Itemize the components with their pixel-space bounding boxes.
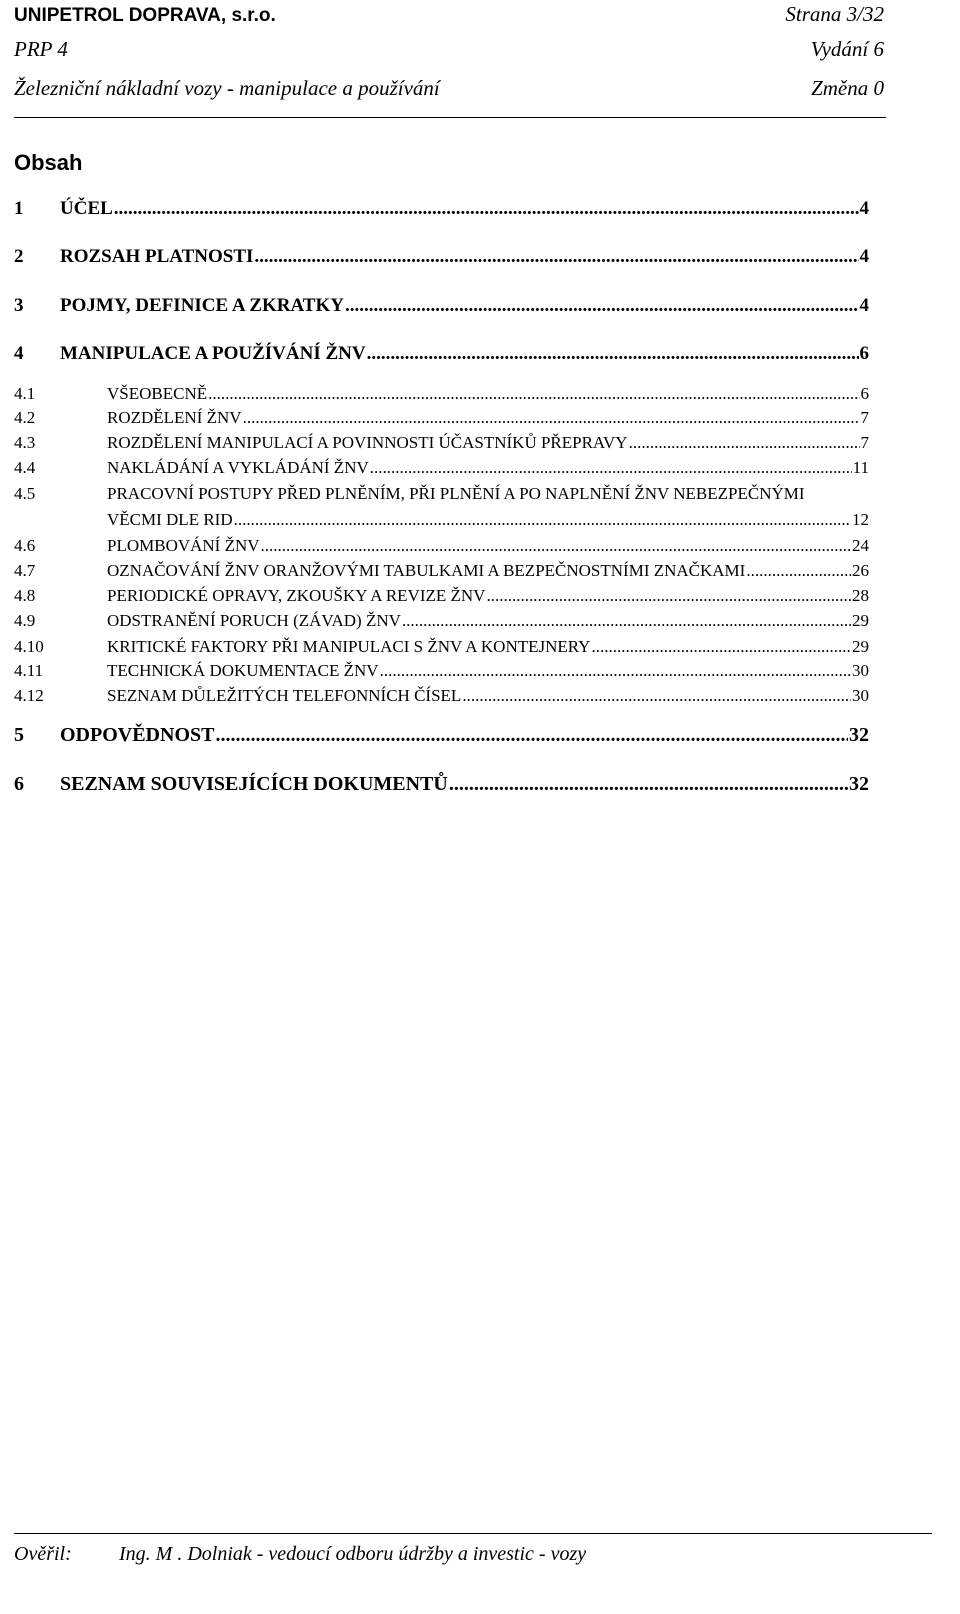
- toc-entry-page: 6: [859, 343, 869, 364]
- toc-dot-leader: [254, 246, 858, 268]
- document-code: PRP 4: [14, 37, 68, 61]
- toc-entry-title: SEZNAM DŮLEŽITÝCH TELEFONNÍCH ČÍSEL: [107, 686, 462, 705]
- toc-entry-title: ODPOVĚDNOST: [60, 724, 215, 746]
- toc-entry-title: PERIODICKÉ OPRAVY, ZKOUŠKY A REVIZE ŽNV: [107, 586, 486, 605]
- toc-entry-title: ROZDĚLENÍ ŽNV: [107, 408, 242, 427]
- toc-dot-leader: [591, 637, 851, 657]
- toc-entry-page: 4: [859, 198, 869, 219]
- toc-entry-number: 5: [14, 724, 24, 746]
- toc-entry-title: KRITICKÉ FAKTORY PŘI MANIPULACI S ŽNV A KONTEJNERY: [107, 637, 591, 656]
- toc-entry-title: ROZSAH PLATNOSTI: [60, 246, 254, 267]
- toc-entry-2[interactable]: [14, 246, 869, 268]
- toc-entry-number: 4.9: [14, 611, 36, 630]
- header-row-2: [14, 37, 884, 62]
- toc-dot-leader: [243, 408, 860, 428]
- toc-dot-leader: [215, 724, 848, 747]
- toc-dot-leader: [370, 458, 852, 478]
- toc-entry-page: 12: [852, 510, 869, 529]
- toc-entry-title: MANIPULACE A POUŽÍVÁNÍ ŽNV: [60, 343, 366, 364]
- footer: [14, 1543, 586, 1566]
- toc-dot-leader: [380, 661, 851, 681]
- toc-dot-leader: [261, 536, 851, 556]
- toc-entry-4-2[interactable]: [14, 408, 869, 428]
- toc-entry-number: 4.5: [14, 484, 36, 503]
- toc-entry-page: 26: [852, 561, 869, 580]
- toc-entry-number: 4.1: [14, 384, 36, 403]
- toc-entry-page: 32: [849, 724, 869, 746]
- toc-entry-number: 4.8: [14, 586, 36, 605]
- footer-label: Ověřil:: [14, 1543, 72, 1565]
- toc-dot-leader: [402, 611, 851, 631]
- toc-entry-page: 30: [852, 686, 869, 705]
- header-row-1: [14, 2, 884, 27]
- toc-dot-leader: [486, 586, 851, 606]
- toc-entry-page: 4: [859, 246, 869, 267]
- toc-entry-4-5-line-2[interactable]: [14, 510, 869, 530]
- toc-entry-6[interactable]: [14, 773, 869, 796]
- toc-dot-leader: [629, 433, 860, 453]
- toc-entry-title: VŠEOBECNĚ: [107, 384, 208, 403]
- toc-entry-page: 7: [860, 408, 869, 427]
- toc-dot-leader: [114, 198, 859, 220]
- toc-entry-number: 1: [14, 198, 24, 219]
- toc-dot-leader: [449, 773, 848, 796]
- toc-entry-4[interactable]: [14, 343, 869, 365]
- toc-entry-number: 4.11: [14, 661, 44, 680]
- toc-entry-title: NAKLÁDÁNÍ A VYKLÁDÁNÍ ŽNV: [107, 458, 369, 477]
- toc-entry-title: ODSTRANĚNÍ PORUCH (ZÁVAD) ŽNV: [107, 611, 401, 630]
- toc-entry-4-1[interactable]: [14, 384, 869, 404]
- toc-entry-number: 4.3: [14, 433, 36, 452]
- toc-entry-title: TECHNICKÁ DOKUMENTACE ŽNV: [107, 661, 379, 680]
- page-number: Strana 3/32: [785, 2, 884, 26]
- toc-entry-title: SEZNAM SOUVISEJÍCÍCH DOKUMENTŮ: [60, 773, 448, 795]
- company-name: UNIPETROL DOPRAVA, s.r.o.: [14, 5, 276, 26]
- toc-entry-page: 29: [852, 637, 869, 656]
- toc-entry-5[interactable]: [14, 724, 869, 747]
- toc-entry-page: 28: [852, 586, 869, 605]
- toc-entry-number: 4.6: [14, 536, 36, 555]
- toc-entry-page: 4: [859, 295, 869, 316]
- toc-entry-4-3[interactable]: [14, 433, 869, 453]
- toc-entry-number: 2: [14, 246, 24, 267]
- toc-entry-4-7[interactable]: [14, 561, 869, 581]
- toc-entry-4-8[interactable]: [14, 586, 869, 606]
- toc-entry-title: OZNAČOVÁNÍ ŽNV ORANŽOVÝMI TABULKAMI A BEZPEČNOSTNÍMI ZNAČKAMI: [107, 561, 746, 580]
- toc-entry-number: 4.12: [14, 686, 44, 705]
- toc-dot-leader: [367, 343, 859, 365]
- toc-dot-leader: [462, 686, 851, 706]
- toc-entry-number: 4.4: [14, 458, 36, 477]
- toc-entry-4-11[interactable]: [14, 661, 869, 681]
- toc-entry-4-6[interactable]: [14, 536, 869, 556]
- toc-entry-page: 11: [852, 458, 869, 477]
- toc-dot-leader: [345, 295, 859, 317]
- toc-entry-page: 7: [860, 433, 869, 452]
- toc-entry-page: 6: [860, 384, 869, 403]
- toc-entry-page: 30: [852, 661, 869, 680]
- toc-entry-4-5-line-1[interactable]: [14, 484, 869, 504]
- toc-entry-4-4[interactable]: [14, 458, 869, 478]
- toc-entry-number: 4.2: [14, 408, 36, 427]
- toc-heading: Obsah: [14, 150, 83, 175]
- footer-divider: [14, 1533, 932, 1534]
- toc-entry-1[interactable]: [14, 198, 869, 220]
- toc-entry-4-10[interactable]: [14, 637, 869, 657]
- edition: Vydání 6: [810, 37, 884, 61]
- toc-entry-3[interactable]: [14, 295, 869, 317]
- toc-entry-title: PLOMBOVÁNÍ ŽNV: [107, 536, 260, 555]
- toc-dot-leader: [208, 384, 859, 404]
- toc-entry-page: 29: [852, 611, 869, 630]
- toc-entry-4-12[interactable]: [14, 686, 869, 706]
- toc-entry-number: 4.7: [14, 561, 36, 580]
- toc-entry-title: ÚČEL: [60, 198, 113, 219]
- toc-entry-number: 3: [14, 295, 24, 316]
- toc-dot-leader: [746, 561, 851, 581]
- toc-entry-title: ROZDĚLENÍ MANIPULACÍ A POVINNOSTI ÚČASTNÍKŮ PŘEPRAVY: [107, 433, 628, 452]
- toc-entry-page: 24: [852, 536, 869, 555]
- header-row-3: [14, 76, 884, 101]
- header-divider: [14, 117, 886, 118]
- footer-value: Ing. M . Dolniak - vedoucí odboru údržby a investic - vozy: [119, 1543, 587, 1565]
- toc-entry-number: 6: [14, 773, 24, 795]
- toc-entry-title-continuation: VĚCMI DLE RID: [107, 510, 233, 529]
- toc-entry-page: 32: [849, 773, 869, 795]
- toc-entry-number: 4: [14, 343, 24, 364]
- change-number: Změna 0: [811, 76, 884, 100]
- toc-dot-leader: [234, 510, 851, 530]
- toc-entry-4-9[interactable]: [14, 611, 869, 631]
- document-title: Železniční nákladní vozy - manipulace a používání: [14, 76, 440, 100]
- toc-entry-title: PRACOVNÍ POSTUPY PŘED PLNĚNÍM, PŘI PLNĚNÍ A PO NAPLNĚNÍ ŽNV NEBEZPEČNÝMI: [107, 484, 805, 503]
- toc-entry-number: 4.10: [14, 637, 44, 656]
- toc-entry-title: POJMY, DEFINICE A ZKRATKY: [60, 295, 344, 316]
